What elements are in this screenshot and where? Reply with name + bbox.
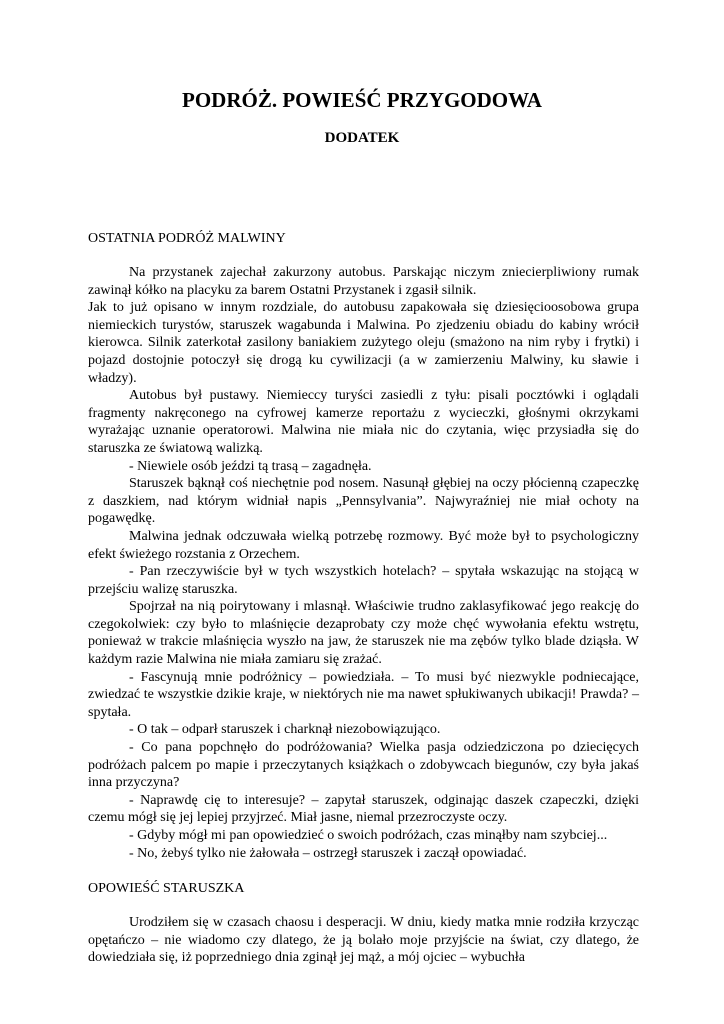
paragraph: Staruszek bąknął coś niechętnie pod nosem. Nasunął głębiej na oczy płócienną czapeczkę z daszkiem, nad którym widniał napis „Pennsylvania”. Najwyraźniej nie miał ochoty na pogawędkę.	[88, 476, 639, 527]
section	[88, 880, 639, 967]
paragraph: - Niewiele osób jeździ tą trasą – zagadnęła.	[129, 458, 372, 474]
paragraph: - Gdyby mógł mi pan opowiedzieć o swoich podróżach, czas minąłby nam szybciej...	[129, 828, 608, 843]
section	[88, 230, 639, 862]
paragraph: Na przystanek zajechał zakurzony autobus. Parskając niczym zniecierpliwiony rumak zawinął kółko na placyku za barem Ostatni Przystanek i zgasił silnik.	[88, 265, 639, 298]
paragraph: Spojrzał na nią poirytowany i mlasnął. Właściwie trudno zaklasyfikować jego reakcję do czegokolwiek: czy było to mlaśnięcie dezaprobaty czy może chęć wywołania efektu wstrętu, ponieważ w trakcie mlaśnięcia wyszło na jaw, że staruszek nie ma zębów tylko blade dziąsła. W każdym razie Malwina nie miała zamiaru się zrażać.	[88, 599, 639, 668]
paragraph: Urodziłem się w czasach chaosu i desperacji. W dniu, kiedy matka mnie rodziła krzycząc opętańczo – nie wiadomo czy dlatego, że ją bolało moje przyjście na świat, czy dlatego, że dowiedziała się, iż poprzedniego dnia zginął jej mąż, a mój ojciec – wybuchła	[88, 915, 639, 966]
document-body	[88, 230, 639, 967]
paragraph: Autobus był pustawy. Niemieccy turyści zasiedli z tyłu: pisali pocztówki i oglądali fragmenty nakręconego na cyfrowej kamerze reportażu z wycieczki, głośnymi okrzykami wyrażając uznanie operatorowi. Malwina nie miała nic do czytania, więc przysiadła się do staruszka ze światową walizką.	[88, 388, 639, 456]
paragraph: - O tak – odparł staruszek i charknął niezobowiązująco.	[129, 722, 441, 738]
section-heading: OPOWIEŚĆ STARUSZKA	[88, 881, 245, 897]
paragraph: - Co pana popchnęło do podróżowania? Wielka pasja odziedziczona po dziecięcych podróżach palcem po mapie i przeczytanych książkach o zdobywcach biegunów, czy była jakaś inna przyczyna?	[88, 740, 639, 791]
paragraph: - Pan rzeczywiście był w tych wszystkich hotelach? – spytała wskazując na stojącą w przejściu walizę staruszka.	[88, 564, 639, 597]
document-subtitle: DODATEK	[324, 130, 400, 146]
paragraph: - Fascynują mnie podróżnicy – powiedziała. – To musi być niezwykle podniecające, zwiedzać te wszystkie dzikie kraje, w niektórych nie ma nawet spłukiwanych ubikacji! Prawda? – spytała.	[88, 669, 639, 720]
paragraph: Jak to już opisano w innym rozdziale, do autobusu zapakowała się dziesięcioosobowa grupa niemieckich turystów, staruszek wagabunda i Malwina. Po zjedzeniu obiadu do kabiny wrócił kierowca. Silnik zaterkotał zasilony baniakiem zużytego oleju (smażono na nim ryby i frytki) i pojazd dostojnie potoczył się drogą ku cywilizacji (a w zamierzeniu Malwiny, ku sławie i władzy).	[88, 300, 639, 386]
paragraph: - No, żebyś tylko nie żałowała – ostrzegł staruszek i zaczął opowiadać.	[129, 845, 527, 861]
paragraph: - Naprawdę cię to interesuje? – zapytał staruszek, odginając daszek czapeczki, dzięki czemu mógł się jej lepiej przyjrzeć. Miał jasne, niemal przezroczyste oczy.	[88, 792, 639, 826]
section-heading: OSTATNIA PODRÓŻ MALWINY	[88, 231, 286, 246]
document-title: PODRÓŻ. POWIEŚĆ PRZYGODOWA	[182, 88, 542, 112]
paragraph: Malwina jednak odczuwała wielką potrzebę rozmowy. Być może był to psychologiczny efekt świeżego rozstania z Orzechem.	[88, 528, 639, 562]
